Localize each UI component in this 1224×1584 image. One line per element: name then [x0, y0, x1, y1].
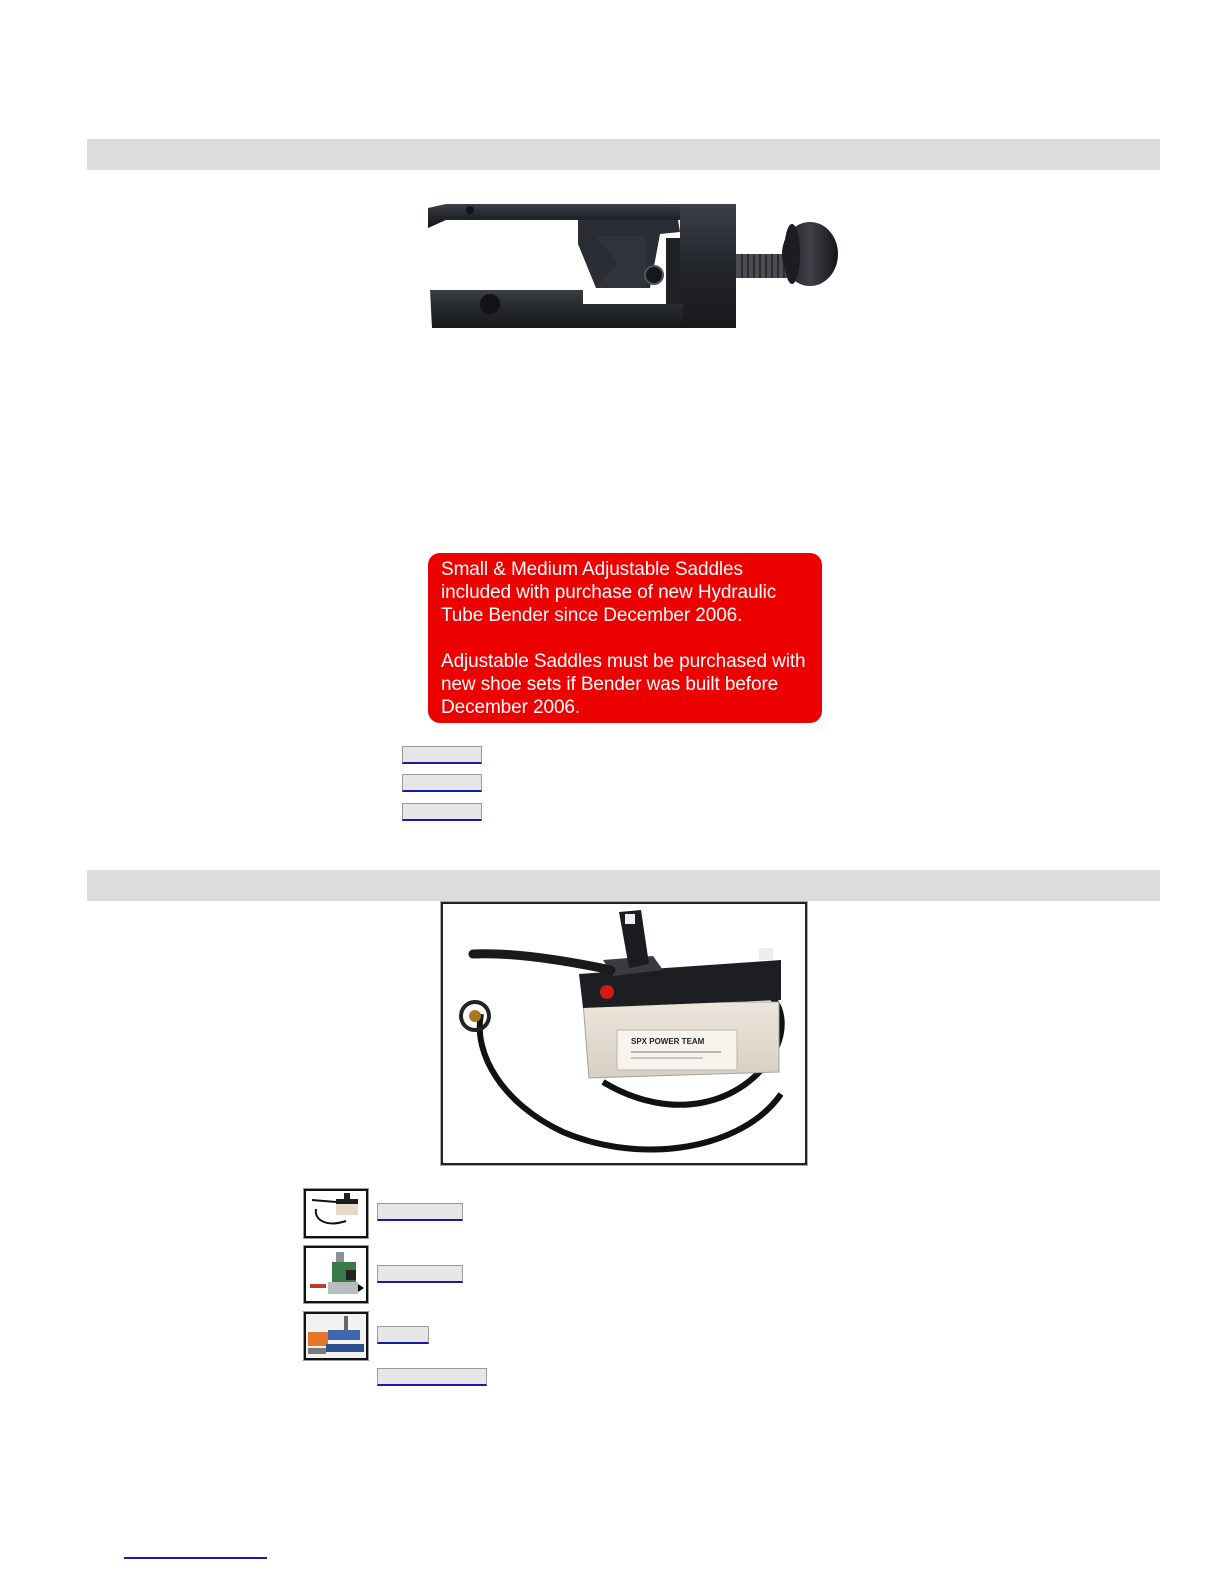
footer-link[interactable] [124, 1557, 267, 1559]
adjustable-saddle-image [418, 192, 842, 342]
link-button-6[interactable] [377, 1326, 429, 1344]
section-header-bar [87, 870, 1160, 901]
hydraulic-pump-image [441, 902, 807, 1165]
link-button-4[interactable] [377, 1203, 463, 1221]
link-button-1[interactable] [402, 746, 482, 764]
thumbnail-bender-machine[interactable] [304, 1246, 368, 1303]
link-button-5[interactable] [377, 1265, 463, 1283]
section-header-bar [87, 139, 1160, 170]
notice-paragraph-1: Small & Medium Adjustable Saddles included with purchase of new Hydraulic Tube Bender since December 2006. [441, 559, 777, 626]
thumbnail-bending-table[interactable] [304, 1312, 368, 1360]
saddle-notice-banner [428, 553, 822, 723]
link-button-7[interactable] [377, 1368, 487, 1386]
notice-paragraph-2: Adjustable Saddles must be purchased with new shoe sets if Bender was built before December 2006. [441, 651, 806, 718]
link-button-3[interactable] [402, 803, 482, 821]
link-button-2[interactable] [402, 774, 482, 792]
pump-label-text: SPX POWER TEAM [631, 1037, 705, 1046]
thumbnail-pump[interactable] [304, 1189, 368, 1238]
